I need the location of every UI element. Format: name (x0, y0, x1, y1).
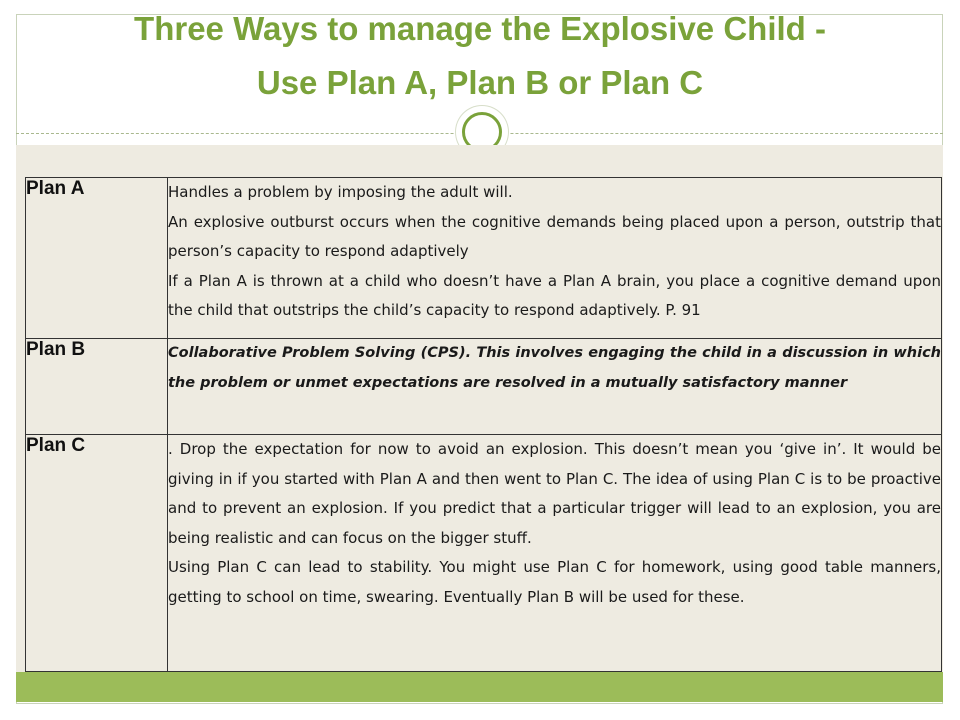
plan-a-description (168, 178, 942, 339)
plan-row-a (26, 178, 942, 339)
footer-bar (16, 672, 943, 702)
plan-b-description (168, 339, 942, 435)
plan-c-description (168, 435, 942, 672)
plan-a-paragraph-2: An explosive outburst occurs when the cognitive demands being placed upon a person, outstrip that person’s capacity to respond adaptively (168, 212, 941, 260)
plans-table (25, 177, 942, 672)
plan-a-paragraph-1: Handles a problem by imposing the adult will. (168, 183, 513, 201)
slide-title (0, 2, 960, 110)
plan-row-c (26, 435, 942, 672)
plan-c-name: Plan C (26, 435, 168, 672)
slide-title-line-2: Use Plan A, Plan B or Plan C (256, 64, 704, 101)
plan-b-name: Plan B (26, 339, 168, 435)
plan-c-paragraph-2: Using Plan C can lead to stability. You might use Plan C for homework, using good table manners, getting to school on time, swearing. Eventually Plan B will be used for these. (168, 558, 941, 606)
plan-c-paragraph-1: . Drop the expectation for now to avoid an explosion. This doesn’t mean you ‘give in’. It would be giving in if you started with Plan A and then went to Plan C. The idea of using Plan C is to be proactive and to prevent an explosion. If you predict that a particular trigger will lead to an explosion, you are being realistic and can focus on the bigger stuff. (168, 440, 941, 547)
plan-a-paragraph-3: If a Plan A is thrown at a child who doesn’t have a Plan A brain, you place a cognitive demand upon the child that outstrips the child’s capacity to respond adaptively. P. 91 (168, 271, 941, 319)
slide-title-line-1: Three Ways to manage the Explosive Child - (134, 10, 826, 47)
plan-row-b (26, 339, 942, 435)
plan-a-name: Plan A (26, 178, 168, 339)
plan-b-paragraph-1: Collaborative Problem Solving (CPS). This involves engaging the child in a discussion in which the problem or unmet expectations are resolved in a mutually satisfactory manner (168, 345, 941, 391)
